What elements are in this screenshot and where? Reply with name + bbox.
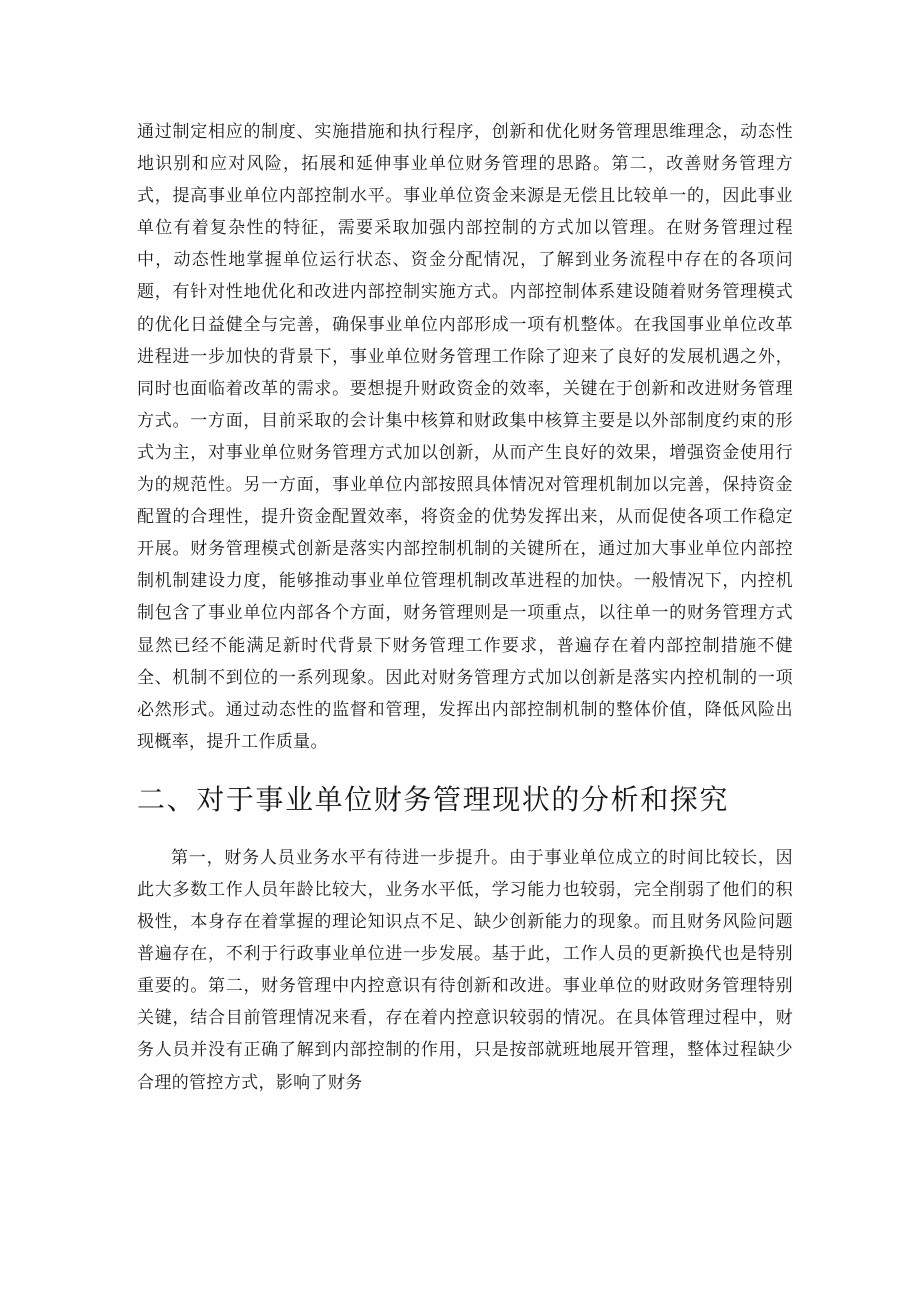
document-body bbox=[137, 116, 793, 1099]
section-heading: 二、对于事业单位财务管理现状的分析和探究 bbox=[137, 782, 730, 816]
body-paragraph: 第一，财务人员业务水平有待进一步提升。由于事业单位成立的时间比较长，因此大多数工作人员年龄比较大，业务水平低，学习能力也较弱，完全削弱了他们的积极性，本身存在着掌握的理论知识点不足、缺少创新能力的现象。而且财务风险问题普遍存在，不利于行政事业单位进一步发展。基于此，工作人员的更新换代也是特别重要的。第二，财务管理中内控意识有待创新和改进。事业单位的财政财务管理特别关键，结合目前管理情况来看，存在着内控意识较弱的情况。在具体管理过程中，财务人员并没有正确了解到内部控制的作用，只是按部就班地展开管理，整体过程缺少合理的管控方式，影响了财务 bbox=[137, 847, 793, 1093]
body-paragraph: 通过制定相应的制度、实施措施和执行程序，创新和优化财务管理思维理念，动态性地识别和应对风险，拓展和延伸事业单位财务管理的思路。第二，改善财务管理方式，提高事业单位内部控制水平。事业单位资金来源是无偿且比较单一的，因此事业单位有着复杂性的特征，需要采取加强内部控制的方式加以管理。在财务管理过程中，动态性地掌握单位运行状态、资金分配情况，了解到业务流程中存在的各项问题，有针对性地优化和改进内部控制实施方式。内部控制体系建设随着财务管理模式的优化日益健全与完善，确保事业单位内部形成一项有机整体。在我国事业单位改革进程进一步加快的背景下，事业单位财务管理工作除了迎来了良好的发展机遇之外，同时也面临着改革的需求。要想提升财政资金的效率，关键在于创新和改进财务管理方式。一方面，目前采取的会计集中核算和财政集中核算主要是以外部制度约束的形式为主，对事业单位财务管理方式加以创新，从而产生良好的效果，增强资金使用行为的规范性。另一方面，事业单位内部按照具体情况对管理机制加以完善，保持资金配置的合理性，提升资金配置效率，将资金的优势发挥出来，从而促使各项工作稳定开展。财务管理模式创新是落实内部控制机制的关键所在，通过加大事业单位内部控制机制建设力度，能够推动事业单位管理机制改革进程的加快。一般情况下，内控机制包含了事业单位内部各个方面，财务管理则是一项重点，以往单一的财务管理方式显然已经不能满足新时代背景下财务管理工作要求，普遍存在着内部控制措施不健全、机制不到位的一系列现象。因此对财务管理方式加以创新是落实内控机制的一项必然形式。通过动态性的监督和管理，发挥出内部控制机制的整体价值，降低风险出现概率，提升工作质量。 bbox=[137, 122, 793, 752]
